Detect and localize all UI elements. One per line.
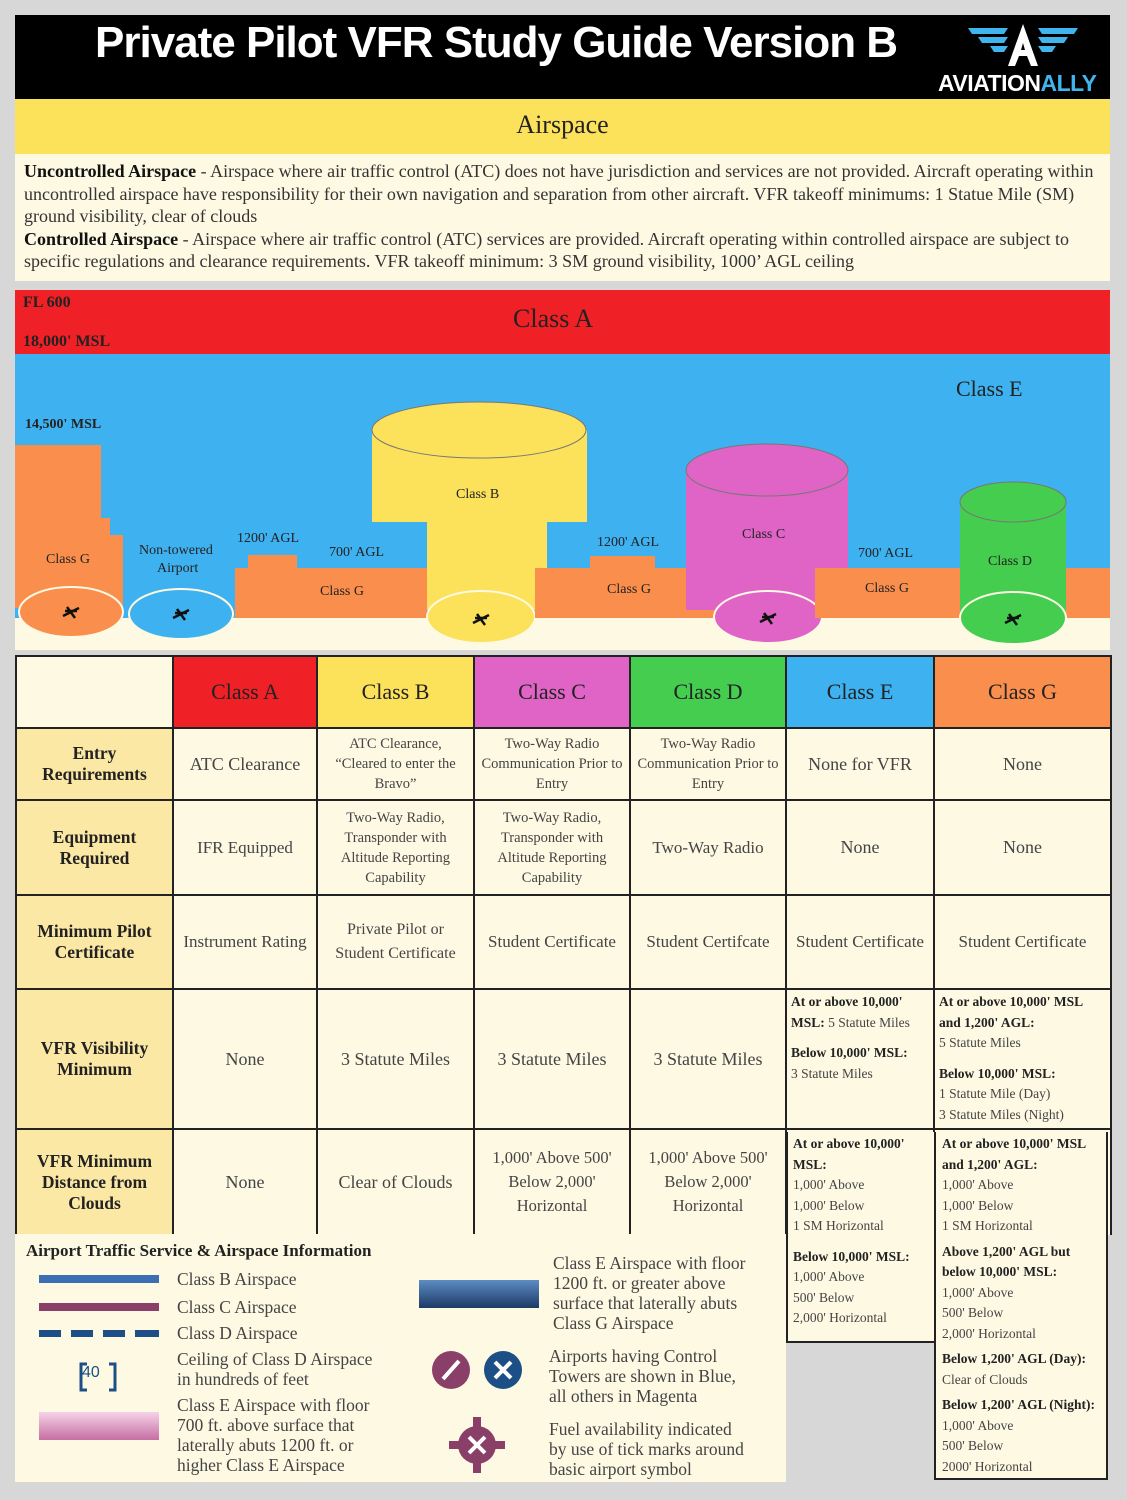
class-b-label: Class B xyxy=(456,487,500,502)
cell: Student Certificate xyxy=(934,895,1111,989)
header-class-b: Class B xyxy=(317,656,474,728)
cell: None for VFR xyxy=(786,728,934,800)
class-e-1200-gradient-icon xyxy=(419,1280,539,1308)
header-blank xyxy=(16,656,173,728)
legend-class-e-1200: Class E Airspace with floor 1200 ft. or greater above surface that laterally abuts Class G Airspace xyxy=(553,1253,746,1333)
row-label-clouds: VFR Minimum Distance from Clouds xyxy=(16,1129,173,1235)
airport-label: Airport xyxy=(157,561,199,576)
msl18000-label: 18,000' MSL xyxy=(23,333,111,350)
ceiling-value: 40 xyxy=(82,1364,100,1381)
cell: 1,000' Above 500' Below 2,000' Horizontal xyxy=(474,1129,630,1235)
cell: None xyxy=(173,989,317,1129)
cell: Student Certificate xyxy=(786,895,934,989)
header-class-c: Class C xyxy=(474,656,630,728)
class-e-700-gradient-icon xyxy=(39,1412,159,1440)
agl1200-label-b: 1200' AGL xyxy=(597,535,660,550)
cell: Private Pilot or Student Certificate xyxy=(317,895,474,989)
class-g-visibility-cell: At or above 10,000' MSL and 1,200' AGL: 5 Statute Miles Below 10,000' MSL: 1 Statute Mile (Day) 3 Statute Miles (Night) xyxy=(934,989,1111,1129)
legend-title: Airport Traffic Service & Airspace Information xyxy=(26,1241,372,1260)
cell: None xyxy=(934,800,1111,895)
cell: 1,000' Above 500' Below 2,000' Horizontal xyxy=(630,1129,786,1235)
row-label-entry: Entry Requirements xyxy=(16,728,173,800)
cell: ATC Clearance, “Cleared to enter the Bravo” xyxy=(317,728,474,800)
class-d-label: Class D xyxy=(988,554,1032,569)
msl14500-label: 14,500' MSL xyxy=(25,417,102,432)
class-g-left-label: Class G xyxy=(46,552,90,567)
class-b-line-icon xyxy=(39,1275,159,1283)
class-g-clouds-detail: At or above 10,000' MSL and 1,200' AGL: 1,000' Above 1,000' Below 1 SM Horizontal Above 1,200' AGL but below 10,000' MSL: 1,000' Above 500' Below 2,000' Horizontal Below 1,200' AGL (Day): Clear of Clouds Below 1,200' AGL (Night): 1,000' Above 500' Below 2000' Horizontal xyxy=(934,1132,1108,1480)
cell: None xyxy=(934,728,1111,800)
class-c-label: Class C xyxy=(742,527,786,542)
non-towered-label: Non-towered xyxy=(139,543,213,558)
page-title: Private Pilot VFR Study Guide Version B xyxy=(95,18,898,67)
controlled-label: Controlled Airspace xyxy=(24,228,179,249)
row-label-certificate: Minimum Pilot Certificate xyxy=(16,895,173,989)
cell: 3 Statute Miles xyxy=(630,989,786,1129)
legend-fuel: Fuel availability indicated by use of tick marks around basic airport symbol xyxy=(549,1419,744,1479)
header-class-g: Class G xyxy=(934,656,1111,728)
uncontrolled-text: - Airspace where air traffic control (ATC) does not have jurisdiction and services are not provided. Aircraft operating within uncontrolled airspace have responsibility for their own navigation and separation from other aircraft. VFR takeoff minimums: 1 Statue Mile (SM) ground visibility, clear of clouds xyxy=(24,161,1094,227)
class-g-label-1: Class G xyxy=(320,584,364,599)
cell: Instrument Rating xyxy=(173,895,317,989)
fl600-label: FL 600 xyxy=(23,294,71,311)
intro-text xyxy=(24,160,1094,273)
header-class-e: Class E xyxy=(786,656,934,728)
cell: 3 Statute Miles xyxy=(474,989,630,1129)
cell: None xyxy=(173,1129,317,1235)
logo-text: AVIATIONALLY xyxy=(938,70,1097,96)
header-class-d: Class D xyxy=(630,656,786,728)
cell: Student Certifcate xyxy=(630,895,786,989)
table-row xyxy=(16,800,1111,895)
row-label-equipment: Equipment Required xyxy=(16,800,173,895)
agl1200-label-a: 1200' AGL xyxy=(237,531,300,546)
row-label-visibility: VFR Visibility Minimum xyxy=(16,989,173,1129)
cell: Two-Way Radio Communication Prior to Entry xyxy=(630,728,786,800)
legend-class-c: Class C Airspace xyxy=(177,1297,297,1317)
cell: None xyxy=(786,800,934,895)
cell: ATC Clearance xyxy=(173,728,317,800)
cell: IFR Equipped xyxy=(173,800,317,895)
uncontrolled-label: Uncontrolled Airspace xyxy=(24,161,197,181)
class-e-visibility-cell: At or above 10,000' MSL: 5 Statute Miles Below 10,000' MSL: 3 Statute Miles xyxy=(786,989,934,1129)
table-row xyxy=(16,989,1111,1129)
towered-airport-icon xyxy=(484,1351,522,1389)
controlled-text: - Airspace where air traffic control (ATC) services are provided. Aircraft operating within controlled airspace are subject to specific regulations and clearance requirements. VFR takeoff minimum: 3 SM ground visibility, 1000’ AGL ceiling xyxy=(24,228,1069,272)
cell: Two-Way Radio, Transponder with Altitude Reporting Capability xyxy=(317,800,474,895)
table-row xyxy=(16,895,1111,989)
class-g-label-2: Class G xyxy=(607,582,651,597)
cell: 3 Statute Miles xyxy=(317,989,474,1129)
class-g-label-3: Class G xyxy=(865,581,909,596)
class-g-right xyxy=(1065,568,1110,618)
cell: Two-Way Radio, Transponder with Altitude Reporting Capability xyxy=(474,800,630,895)
cell: Two-Way Radio Communication Prior to Entry xyxy=(474,728,630,800)
table-header-row xyxy=(16,656,1111,728)
header-class-a: Class A xyxy=(173,656,317,728)
non-towered-airport-icon xyxy=(432,1351,470,1389)
wings-icon xyxy=(938,22,1108,72)
table-row xyxy=(16,728,1111,800)
class-d-dashed-line-icon xyxy=(39,1330,159,1337)
cell: Two-Way Radio xyxy=(630,800,786,895)
class-e-label: Class E xyxy=(956,376,1023,401)
legend-class-e-700: Class E Airspace with floor 700 ft. above surface that laterally abuts 1200 ft. or higher Class E Airspace xyxy=(177,1395,370,1475)
legend-class-b: Class B Airspace xyxy=(177,1269,297,1289)
class-c-line-icon xyxy=(39,1303,159,1311)
class-e-clouds-detail: At or above 10,000' MSL: 1,000' Above 1,000' Below 1 SM Horizontal Below 10,000' MSL: 1,000' Above 500' Below 2,000' Horizontal xyxy=(786,1132,936,1343)
legend-towers: Airports having Control Towers are shown in Blue, all others in Magenta xyxy=(549,1346,736,1406)
airspace-diagram xyxy=(15,290,1110,650)
section-title: Airspace xyxy=(516,110,609,139)
agl700-label-b: 700' AGL xyxy=(858,546,914,561)
cell: Clear of Clouds xyxy=(317,1129,474,1235)
agl700-label-a: 700' AGL xyxy=(329,545,385,560)
fuel-airport-icon xyxy=(449,1417,505,1473)
class-a-label: Class A xyxy=(513,304,594,333)
legend-class-d: Class D Airspace xyxy=(177,1323,298,1343)
cell: Student Certificate xyxy=(474,895,630,989)
legend-ceiling: Ceiling of Class D Airspace in hundreds of feet xyxy=(177,1349,373,1389)
aviation-ally-logo xyxy=(938,22,1108,94)
